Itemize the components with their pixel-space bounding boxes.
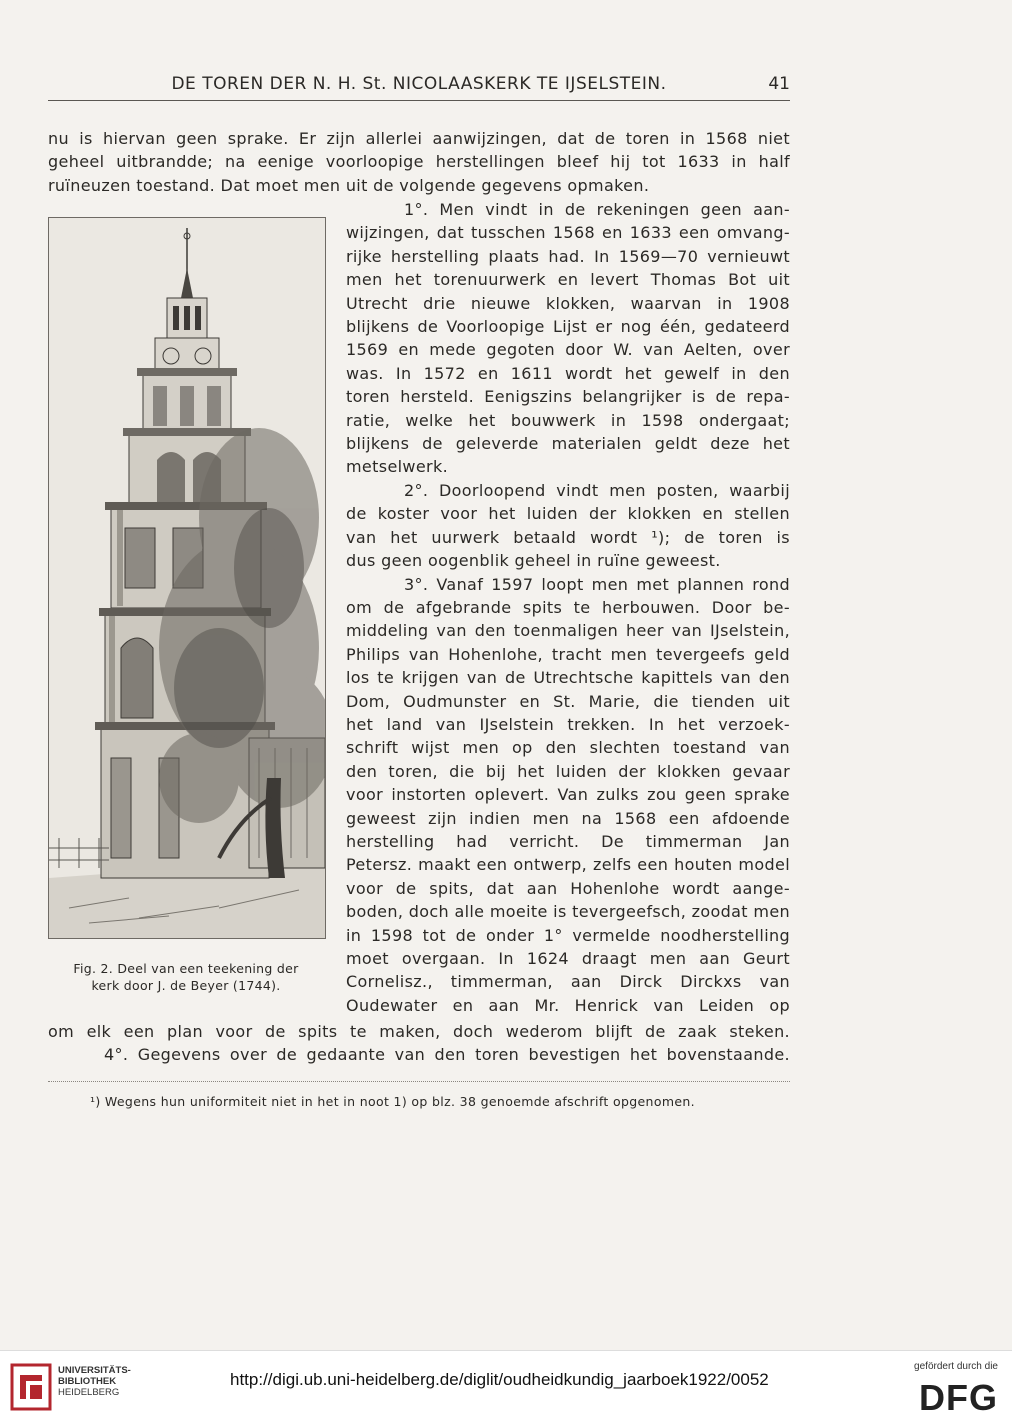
text-line: den toren, die bij het luiden der klokken gevaar	[346, 761, 790, 781]
text-line: 2°. Doorloopend vindt men posten, waarbij	[404, 480, 790, 500]
text-line: nu is hiervan geen sprake. Er zijn allerlei aanwijzingen, dat de toren in 1568 niet	[48, 129, 790, 148]
text-line: schrift wijst men op den slechten toestand van	[346, 738, 790, 758]
text-line: was. In 1572 en 1611 wordt het gewelf in den	[346, 363, 790, 383]
page-number: 41	[768, 74, 790, 94]
library-name-line: HEIDELBERG	[58, 1387, 120, 1398]
text-line: van het uurwerk betaald wordt ¹); de toren is	[346, 527, 790, 547]
tower-drawing-figure	[48, 217, 326, 939]
text-line: dus geen oogenblik geheel in ruïne geweest.	[346, 551, 721, 571]
text-line: blijkens de Voorloopige Lijst er nog één, gedateerd	[346, 317, 790, 337]
text-line: herstelling had verricht. De timmerman Jan	[346, 831, 790, 851]
text-line: Philips van Hohenlohe, tracht men tevergeefs geld	[346, 644, 790, 664]
digitization-footer	[0, 1350, 1012, 1423]
funding-label: gefördert durch die	[914, 1361, 998, 1372]
text-line: om de afgebrande spits te herbouwen. Door be-	[346, 597, 790, 617]
text-line: Dom, Oudmunster en St. Marie, die tienden uit	[346, 691, 790, 711]
text-line: het land van IJselstein trekken. In het verzoek-	[346, 714, 790, 734]
text-line: rijke herstelling plaats had. In 1569—70 vernieuwt	[346, 246, 790, 266]
text-line: ruïneuzen toestand. Dat moet men uit de volgende gegevens opmaken.	[48, 175, 650, 195]
text-line: Utrecht drie nieuwe klokken, waarvan in 1908	[346, 293, 790, 313]
text-line: 4°. Gegevens over de gedaante van den toren bevestigen het bovenstaande.	[104, 1045, 790, 1065]
closing-paragraph	[48, 1020, 790, 1067]
right-column-text	[346, 198, 790, 1017]
university-library-logo-icon	[10, 1363, 52, 1411]
text-line: om elk een plan voor de spits te maken, doch wederom blijft de zaak steken.	[48, 1022, 790, 1041]
text-line: wijzingen, dat tusschen 1568 en 1633 een omvang-	[346, 223, 790, 243]
text-line: ratie, welke het bouwwerk in 1598 ondergaat;	[346, 410, 790, 430]
text-line: geweest zijn indien men na 1568 een afdoende	[346, 808, 790, 828]
text-line: men het torenuurwerk en levert Thomas Bot uit	[346, 270, 790, 290]
church-tower-illustration	[49, 218, 325, 938]
text-line: de koster voor het luiden der klokken en stellen	[346, 504, 790, 524]
text-line: boden, doch alle moeite is tevergeefsch, zoodat men	[346, 902, 790, 922]
text-line: Oudewater en aan Mr. Henrick van Leiden op	[346, 995, 790, 1015]
text-line: geheel uitbrandde; na eenige voorloopige herstellingen bleef hij tot 1633 in half	[48, 152, 790, 172]
dfg-logo: DFG	[919, 1377, 998, 1418]
permalink-url[interactable]: http://digi.ub.uni-heidelberg.de/diglit/oudheidkundig_jaarboek1922/0052	[230, 1370, 769, 1389]
running-header	[48, 74, 790, 101]
text-line: Cornelisz., timmerman, aan Dirck Dirckxs van	[346, 972, 790, 992]
footnote: ¹) Wegens hun uniformiteit niet in het in noot 1) op blz. 38 genoemde afschrift opgenomen.	[90, 1094, 695, 1109]
text-line: in 1598 tot de onder 1° vermelde noodherstelling	[346, 925, 790, 945]
text-line: middeling van den toenmaligen heer van IJselstein,	[346, 621, 790, 641]
header-title: DE TOREN DER N. H. St. NICOLAASKERK TE IJSELSTEIN.	[171, 74, 667, 94]
intro-paragraph	[48, 127, 790, 197]
text-line: 1569 en mede gegoten door W. van Aelten, over	[346, 340, 790, 360]
figure-caption	[48, 960, 324, 994]
text-line: 1°. Men vindt in de rekeningen geen aan-	[404, 200, 790, 219]
library-name	[58, 1365, 131, 1398]
text-line: voor instorten oplevert. Van zulks zou geen sprake	[346, 785, 790, 805]
text-line: moet overgaan. In 1624 draagt men aan Geurt	[346, 949, 790, 968]
library-name-line: UNIVERSITÄTS-	[58, 1365, 131, 1376]
caption-line: Fig. 2. Deel van een teekening der	[73, 961, 299, 976]
text-line: toren hersteld. Eenigszins belangrijker is de repa-	[346, 387, 790, 407]
text-line: metselwerk.	[346, 457, 449, 477]
library-name-line: BIBLIOTHEK	[58, 1376, 117, 1387]
text-line: Petersz. maakt een ontwerp, zelfs een houten model	[346, 855, 790, 875]
text-line: blijkens de geleverde materialen geldt deze het	[346, 434, 790, 454]
footnote-divider	[48, 1081, 790, 1082]
text-line: 3°. Vanaf 1597 loopt men met plannen rond	[404, 574, 790, 594]
caption-line: kerk door J. de Beyer (1744).	[91, 978, 281, 993]
text-line: los te krijgen van de Utrechtsche kapittels van den	[346, 668, 790, 688]
text-line: voor de spits, dat aan Hohenlohe wordt aange-	[346, 878, 790, 898]
